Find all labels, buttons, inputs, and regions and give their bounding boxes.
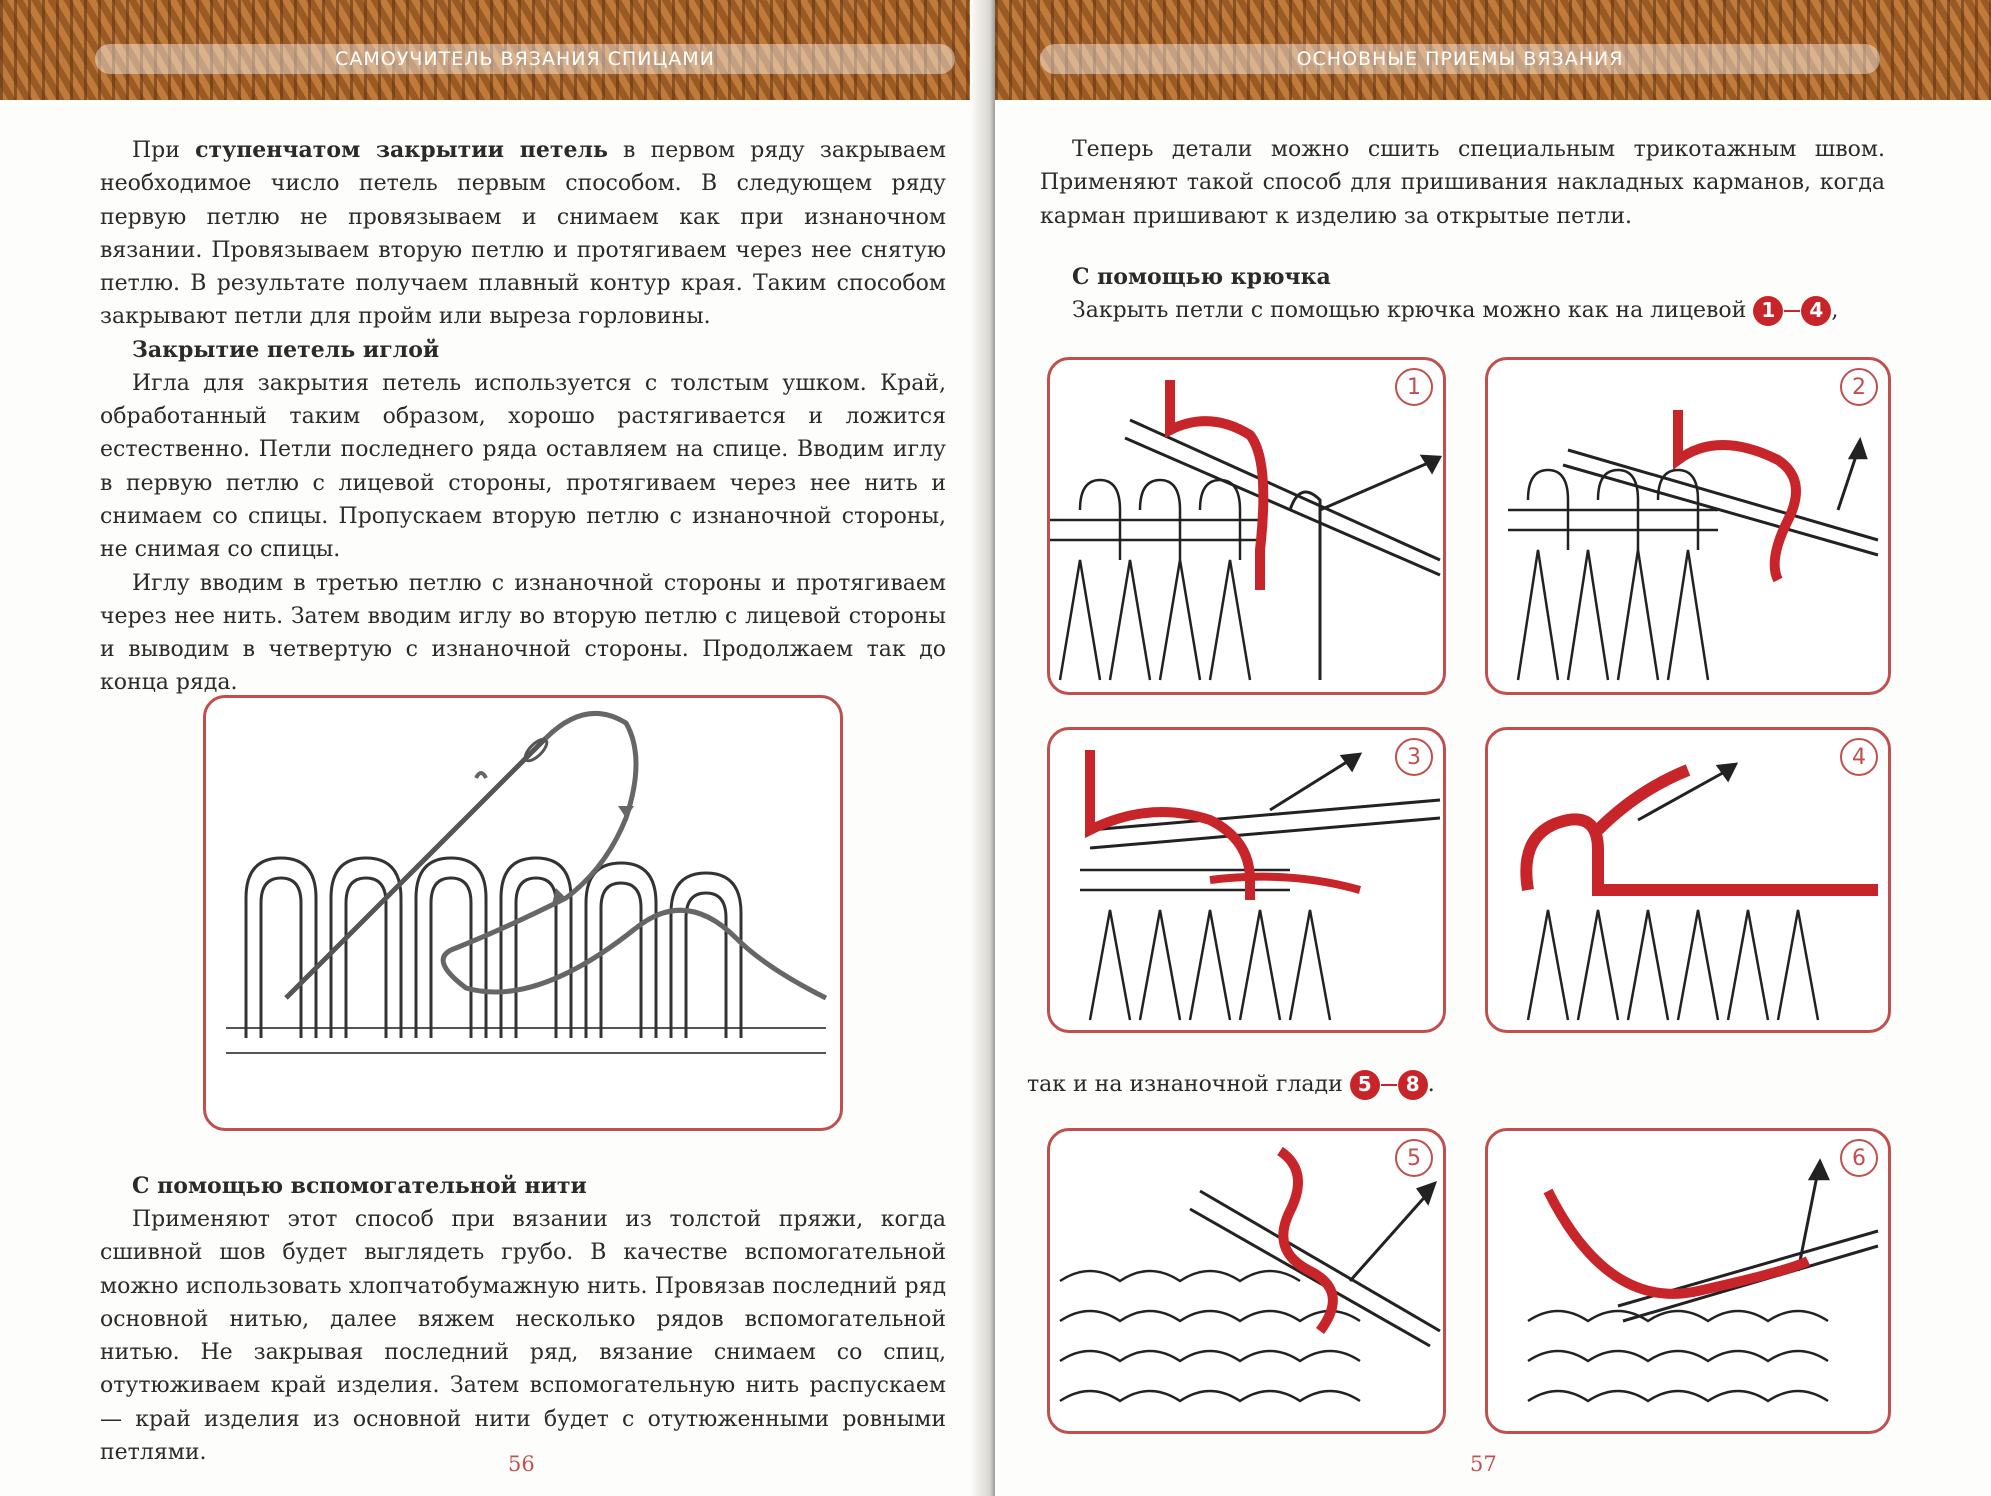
right-running-head: ОСНОВНЫЕ ПРИЕМЫ ВЯЗАНИЯ (1040, 44, 1880, 74)
right-page-number: 57 (1470, 1452, 1497, 1476)
step-label-5: 5 (1395, 1139, 1433, 1177)
hook-step-6-illustration (1485, 1128, 1891, 1434)
step-6-drawing (1488, 1131, 1888, 1431)
step-3-drawing (1050, 730, 1443, 1030)
hook-step-3-illustration (1047, 727, 1446, 1033)
needle-loops-drawing (206, 698, 840, 1128)
bold-term: ступенчатом закрытии петель (195, 137, 608, 163)
step-badge-purl-end: 8 (1398, 1070, 1428, 1100)
left-running-head: САМОУЧИТЕЛЬ ВЯЗАНИЯ СПИЦАМИ (95, 44, 955, 74)
left-page-number: 56 (508, 1452, 535, 1476)
step-5-drawing (1050, 1131, 1443, 1431)
needle-bindoff-illustration (203, 695, 843, 1131)
range-dash (1381, 1084, 1397, 1086)
step-label-3: 3 (1395, 738, 1433, 776)
needle-paragraph-2: Иглу вводим в третью петлю с изнаночной стороны и протягиваем через нее нить. Затем вводим иглу во вторую петлю с лицевой стороны и выводим в четвертую с изнаночной стороны. Продолжаем так до конца ряда. (100, 570, 946, 696)
needle-section-heading: Закрытие петель иглой (132, 336, 440, 363)
step-badge-end: 4 (1801, 296, 1831, 326)
hook-step-5-illustration (1047, 1128, 1446, 1434)
hook-sentence: Закрыть петли с помощью крючка можно как на лицевой 1 4 , (1040, 294, 1885, 327)
right-page (995, 0, 1991, 1496)
step-label-1: 1 (1395, 368, 1433, 406)
left-page (0, 0, 985, 1496)
aux-thread-paragraph: Применяют этот способ при вязании из толстой пряжи, когда сшивной шов будет выглядеть грубо. В качестве вспомогательной можно использовать хлопчатобумажную нить. Провязав последний ряд основной нитью, далее вяжем несколько рядов вспомогательной нитью. Не закрывая последний ряд, вязание снимаем со спиц, отутюживаем край изделия. Затем вспомогательную нить распускаем — край изделия из основной нити будет с отутюженными ровными петлями. (100, 1207, 946, 1466)
left-text-top (100, 134, 946, 700)
stepped-bindoff-paragraph: При ступенчатом закрытии петель в первом ряду закрываем необходимое число петель первым способом. В следующем ряду первую петлю не провязываем и снимаем как при изнаночном вязании. Провязываем вторую петлю и протягиваем через нее снятую петлю. В результате получаем плавный контур края. Таким способом закрывают петли для пройм или выреза горловины. (100, 137, 946, 330)
step-label-6: 6 (1840, 1139, 1878, 1177)
step-2-drawing (1488, 360, 1888, 692)
seam-paragraph: Теперь детали можно сшить специальным трикотажным швом. Применяют такой способ для пришивания накладных карманов, когда карман пришивают к изделию за открытые петли. (1040, 137, 1885, 229)
right-text-top (1040, 133, 1885, 327)
left-text-bottom (100, 1170, 946, 1469)
step-label-4: 4 (1840, 738, 1878, 776)
purl-line: так и на изнаночной глади 5 8 . (1027, 1068, 1527, 1101)
hook-step-4-illustration (1485, 727, 1891, 1033)
aux-thread-heading: С помощью вспомогательной нити (132, 1173, 587, 1199)
step-badge-start: 1 (1753, 296, 1783, 326)
needle-paragraph-1: Игла для закрытия петель используется с толстым ушком. Край, обработанный таким образом, хорошо растягивается и ложится естественно. Петли последнего ряда оставляем на спице. Вводим иглу в первую петлю с лицевой стороны, протягиваем через нее нить и снимаем со спицы. Пропускаем вторую петлю с изнаночной стороны, не снимая со спицы. (100, 370, 946, 563)
range-dash (1784, 310, 1800, 312)
step-1-drawing (1050, 360, 1443, 692)
step-badge-purl-start: 5 (1350, 1070, 1380, 1100)
hook-step-1-illustration (1047, 357, 1446, 695)
step-label-2: 2 (1840, 368, 1878, 406)
hook-section-heading: С помощью крючка (1072, 263, 1331, 290)
hook-step-2-illustration (1485, 357, 1891, 695)
step-4-drawing (1488, 730, 1888, 1030)
